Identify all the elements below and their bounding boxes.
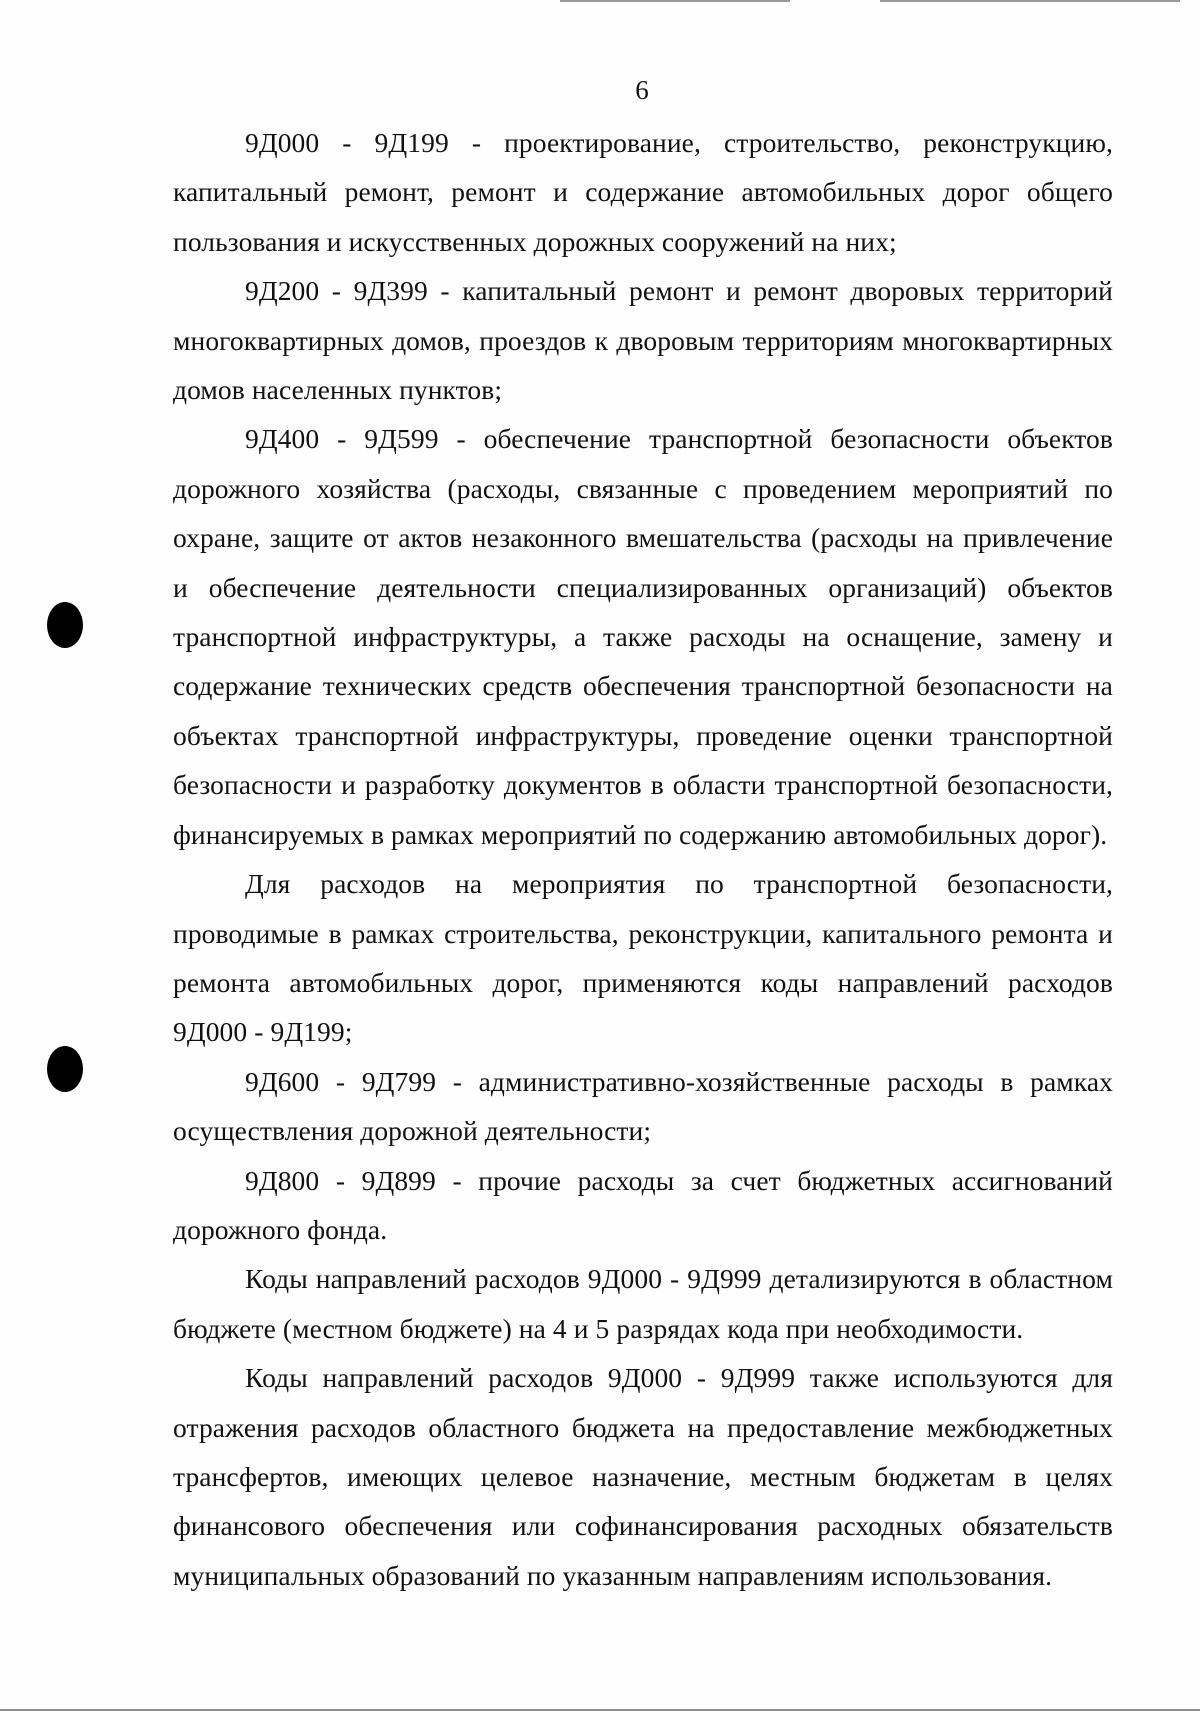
paragraph-9d200-9d399: 9Д200 - 9Д399 - капитальный ремонт и ремонт дворовых территорий многоквартирных домов, проездов к дворовым территориям многоквартирных домов населенных пунктов; <box>173 275 1113 406</box>
paragraph-detailing-note: Коды направлений расходов 9Д000 - 9Д999 детализируются в областном бюджете (местном бюджете) на 4 и 5 разрядах кода при необходимости. <box>173 1263 1113 1344</box>
paragraph-9d600-9d799: 9Д600 - 9Д799 - административно-хозяйственные расходы в рамках осуществления дорожной деятельности; <box>173 1065 1113 1147</box>
binder-hole-mark <box>47 1046 83 1092</box>
paragraph-9d800-9d899: 9Д800 - 9Д899 - прочие расходы за счет бюджетных ассигнований дорожного фонда. <box>173 1164 1113 1245</box>
scan-edge-line <box>0 1709 1200 1711</box>
paragraph-9d000-9d199: 9Д000 - 9Д199 - проектирование, строительство, реконструкцию, капитальный ремонт, ремонт и содержание автомобильных дорог общего пользования и искусственных дорожных сооружений на них; <box>173 127 1113 257</box>
scan-edge-line <box>880 0 1180 2</box>
paragraph-9d400-9d599: 9Д400 - 9Д599 - обеспечение транспортной безопасности объектов дорожного хозяйства (расходы, связанные с проведением мероприятий по охране, защите от актов незаконного вмешательства (расходы на привлечение и обеспечение деятельности специализированных организаций) объектов транспортной инфраструктуры, а также расходы на оснащение, замену и содержание технических средств обеспечения транспортной безопасности на объектах транспортной инфраструктуры, проведение оценки транспортной безопасности и разработку документов в области транспортной безопасности, финансируемых в рамках мероприятий по содержанию автомобильных дорог). <box>173 423 1113 850</box>
scan-edge-line <box>560 0 790 2</box>
paragraph-interbudget-transfers: Коды направлений расходов 9Д000 - 9Д999 также используются для отражения расходов областного бюджета на предоставление межбюджетных трансфертов, имеющих целевое назначение, местным бюджетам в целях финансового обеспечения или софинансирования расходных обязательств муниципальных образований по указанным направлениям использования. <box>173 1362 1113 1591</box>
paragraph-transport-security-note: Для расходов на мероприятия по транспортной безопасности, проводимые в рамках строительства, реконструкции, капитального ремонта и ремонта автомобильных дорог, применяются коды направлений расходов 9Д000 - 9Д199; <box>173 868 1113 1048</box>
document-body <box>173 118 1113 1600</box>
binder-hole-mark <box>47 602 83 648</box>
page-number: 6 <box>635 75 649 105</box>
